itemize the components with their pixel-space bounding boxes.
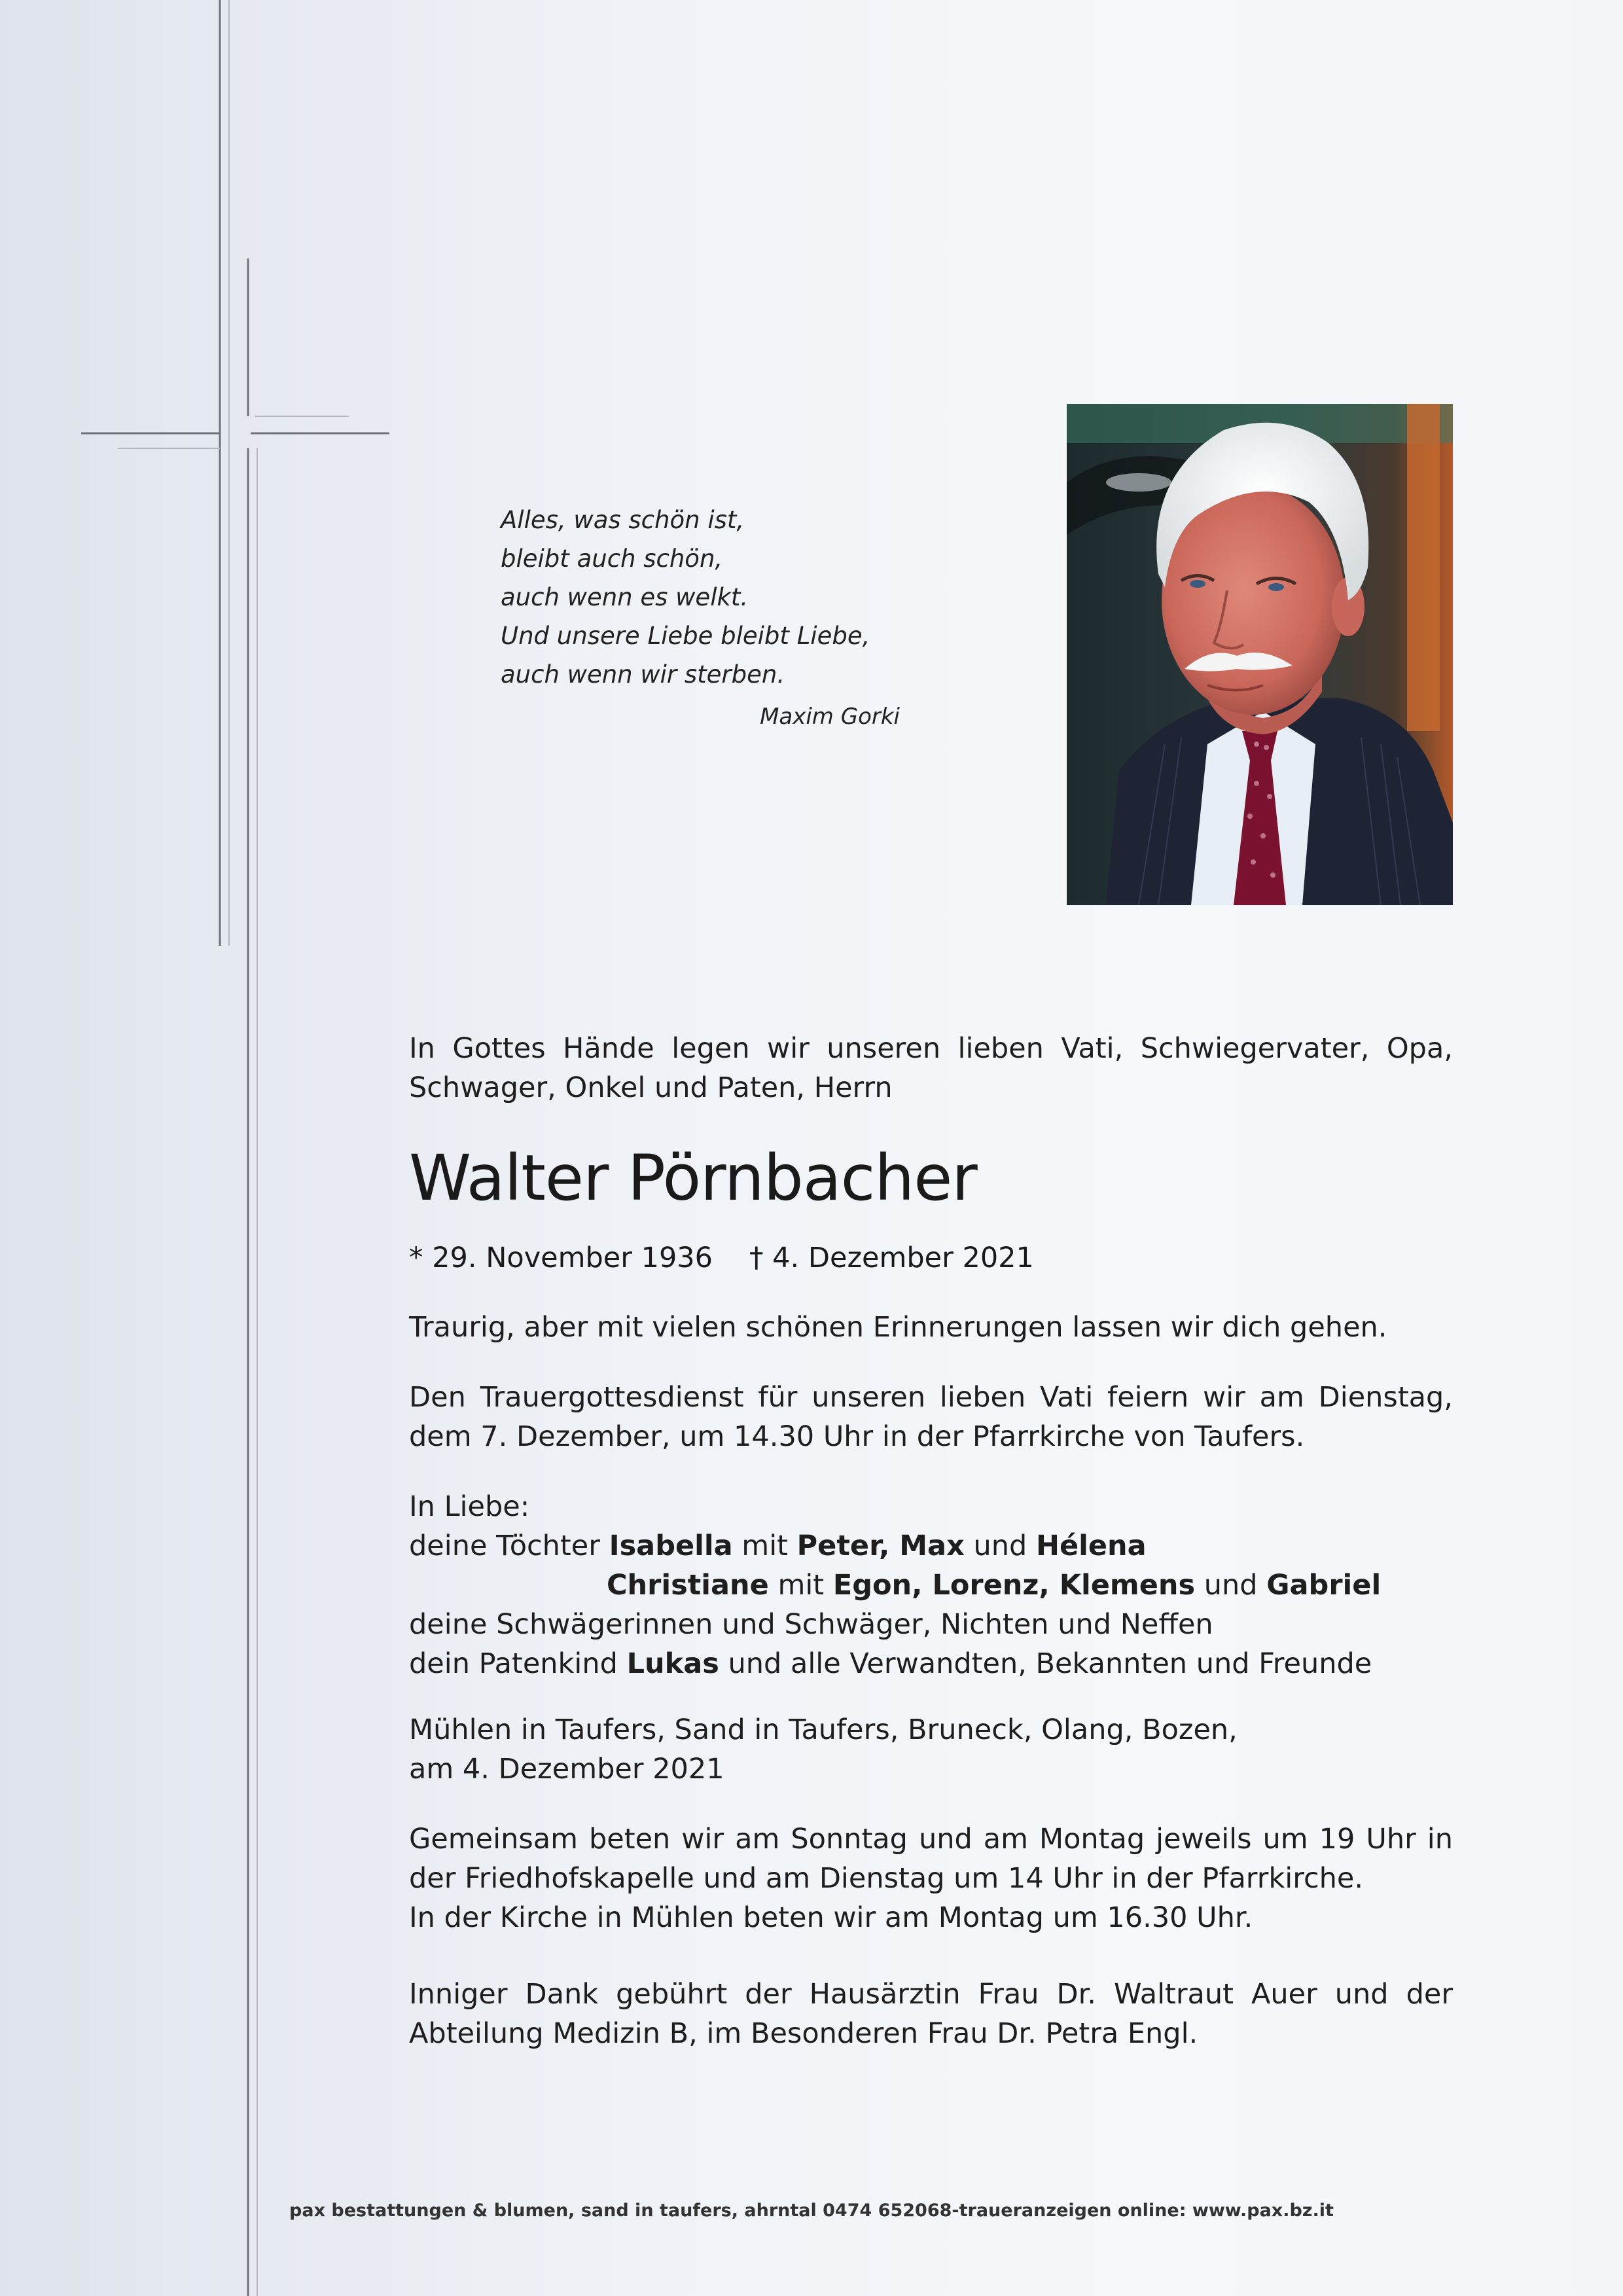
mourners-row: deine Schwägerinnen und Schwäger, Nichten und Neffen: [409, 1608, 1213, 1641]
footer-credit: pax bestattungen & blumen, sand in taufers, ahrntal 0474 652068-traueranzeigen online: www.pax.bz.it: [289, 2200, 1334, 2221]
intro-line: In Gottes Hände legen wir unseren lieben Vati, Schwiegervater, Opa,: [409, 1032, 1453, 1065]
mourners-row: [409, 1644, 1453, 1683]
text: und alle Verwandten, Bekannten und Freunde: [719, 1647, 1372, 1680]
prayer-line: Gemeinsam beten wir am Sonntag und am Montag jeweils um 19 Uhr in: [409, 1823, 1453, 1856]
name: Isabella: [609, 1530, 733, 1562]
name: Hélena: [1035, 1530, 1147, 1562]
place-line: Mühlen in Taufers, Sand in Taufers, Bruneck, Olang, Bozen,: [409, 1713, 1238, 1746]
life-dates: [409, 1238, 1034, 1278]
place-line: am 4. Dezember 2021: [409, 1753, 724, 1785]
portrait-photo: [1067, 404, 1453, 905]
name: Peter, Max: [796, 1530, 965, 1562]
quote-line: Alles, was schön ist,: [501, 506, 745, 534]
farewell-text: Traurig, aber mit vielen schönen Erinnerungen lassen wir dich gehen.: [409, 1311, 1387, 1344]
quote-line: auch wenn es welkt.: [501, 583, 749, 611]
intro-line: Schwager, Onkel und Paten, Herrn: [409, 1071, 893, 1104]
place-date: [409, 1710, 1453, 1789]
text: und: [964, 1530, 1036, 1562]
name: Egon, Lorenz, Klemens: [832, 1569, 1196, 1602]
prayer-text: [409, 1820, 1453, 1937]
prayer-line: der Friedhofskapelle und am Dienstag um 14 Uhr in der Pfarrkirche.: [409, 1862, 1364, 1895]
mourners-row: [409, 1566, 1453, 1605]
mourners-heading: In Liebe:: [409, 1490, 530, 1523]
text: deine Töchter: [409, 1530, 609, 1562]
death-date: † 4. Dezember 2021: [749, 1242, 1034, 1274]
mourners-list: [409, 1487, 1453, 1683]
cross-icon: [0, 0, 406, 2296]
quote-line: auch wenn wir sterben.: [501, 660, 785, 689]
text: mit: [732, 1530, 797, 1562]
name: Christiane: [607, 1569, 769, 1602]
thanks-text: [409, 1975, 1453, 2053]
birth-date: * 29. November 1936: [409, 1242, 713, 1274]
mourners-row: [409, 1526, 1453, 1566]
thanks-line: Inniger Dank gebührt der Hausärztin Frau Dr. Waltraut Auer und der: [409, 1978, 1453, 2011]
quote-line: bleibt auch schön,: [501, 545, 723, 573]
quote-line: Und unsere Liebe bleibt Liebe,: [501, 622, 870, 650]
memorial-quote: [501, 501, 906, 736]
prayer-line: In der Kirche in Mühlen beten wir am Montag um 16.30 Uhr.: [409, 1901, 1253, 1934]
text: und: [1195, 1569, 1267, 1602]
quote-author: Maxim Gorki: [760, 704, 900, 730]
text: dein Patenkind: [409, 1647, 627, 1680]
name: Gabriel: [1266, 1569, 1382, 1602]
thanks-line: Abteilung Medizin B, im Besonderen Frau Dr. Petra Engl.: [409, 2017, 1198, 2050]
service-text: [409, 1378, 1453, 1456]
service-line: dem 7. Dezember, um 14.30 Uhr in der Pfarrkirche von Taufers.: [409, 1420, 1305, 1453]
name: Lukas: [626, 1647, 719, 1680]
deceased-name: Walter Pörnbacher: [409, 1141, 977, 1215]
text: mit: [768, 1569, 833, 1602]
intro-text: [409, 1029, 1453, 1107]
service-line: Den Trauergottesdienst für unseren lieben Vati feiern wir am Dienstag,: [409, 1381, 1453, 1414]
